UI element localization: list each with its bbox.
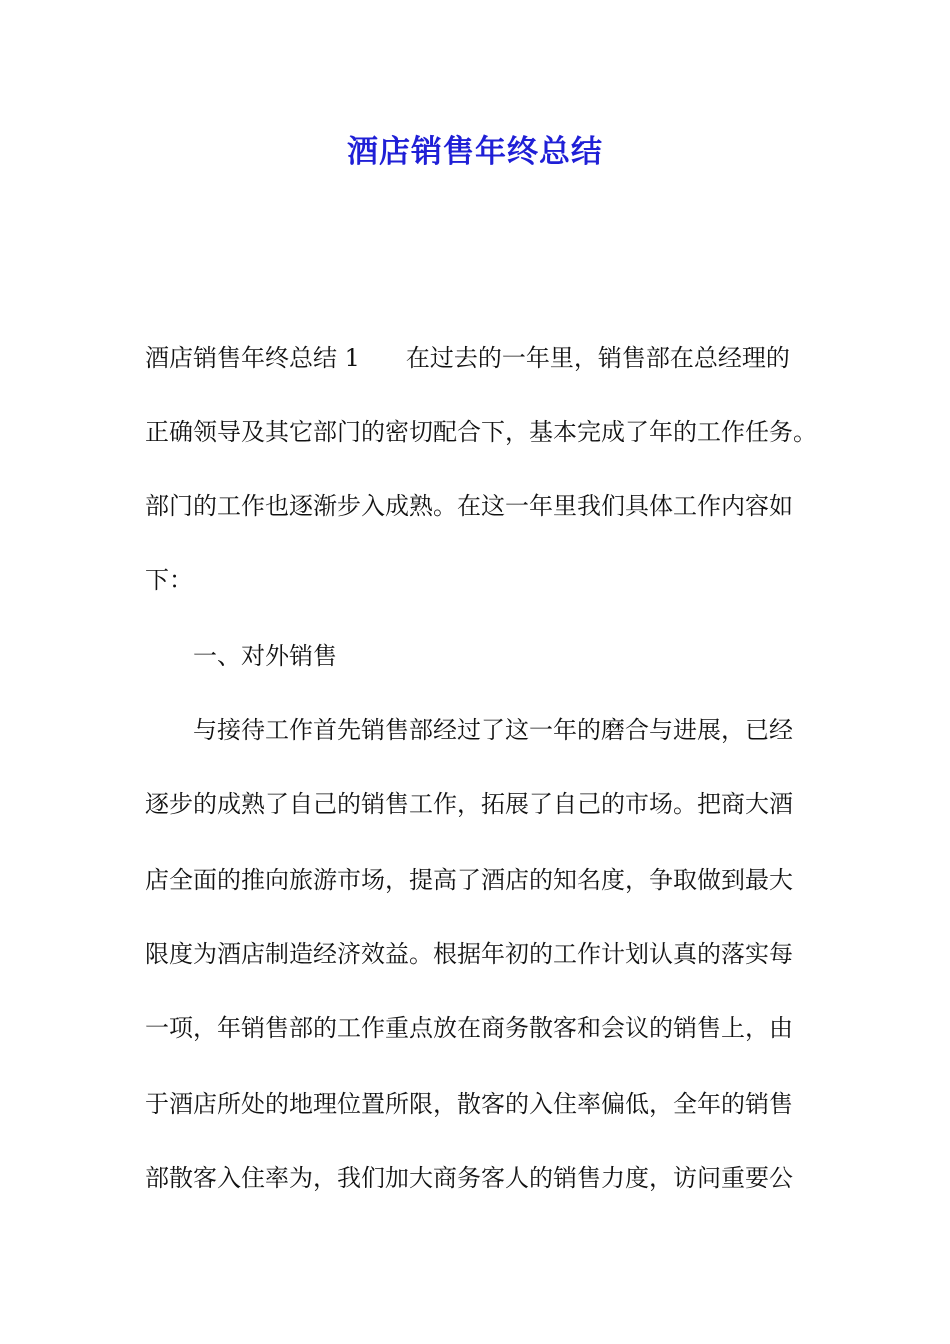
body-line-8: 店全面的推向旅游市场，提高了酒店的知名度，争取做到最大 — [145, 866, 793, 894]
body-line-2: 正确领导及其它部门的密切配合下，基本完成了年的工作任务。 — [145, 418, 817, 446]
section-heading-external-sales: 一、对外销售 — [145, 642, 337, 670]
body-line-1 — [145, 340, 825, 376]
body-line-10: 一项，年销售部的工作重点放在商务散客和会议的销售上，由 — [145, 1014, 793, 1042]
body-line-4: 下： — [145, 566, 193, 594]
body-line-1-heading: 酒店销售年终总结 1 — [145, 344, 360, 372]
document-title: 酒店销售年终总结 — [347, 134, 603, 170]
body-line-7: 逐步的成熟了自己的销售工作，拓展了自己的市场。把商大酒 — [145, 790, 793, 818]
body-line-6: 与接待工作首先销售部经过了这一年的磨合与进展，已经 — [145, 716, 793, 744]
body-line-3: 部门的工作也逐渐步入成熟。在这一年里我们具体工作内容如 — [145, 492, 793, 520]
body-line-12: 部散客入住率为，我们加大商务客人的销售力度，访问重要公 — [145, 1164, 793, 1192]
body-line-11: 于酒店所处的地理位置所限，散客的入住率偏低，全年的销售 — [145, 1090, 793, 1118]
body-line-9: 限度为酒店制造经济效益。根据年初的工作计划认真的落实每 — [145, 940, 793, 968]
body-line-1-text: 在过去的一年里，销售部在总经理的 — [405, 344, 790, 372]
